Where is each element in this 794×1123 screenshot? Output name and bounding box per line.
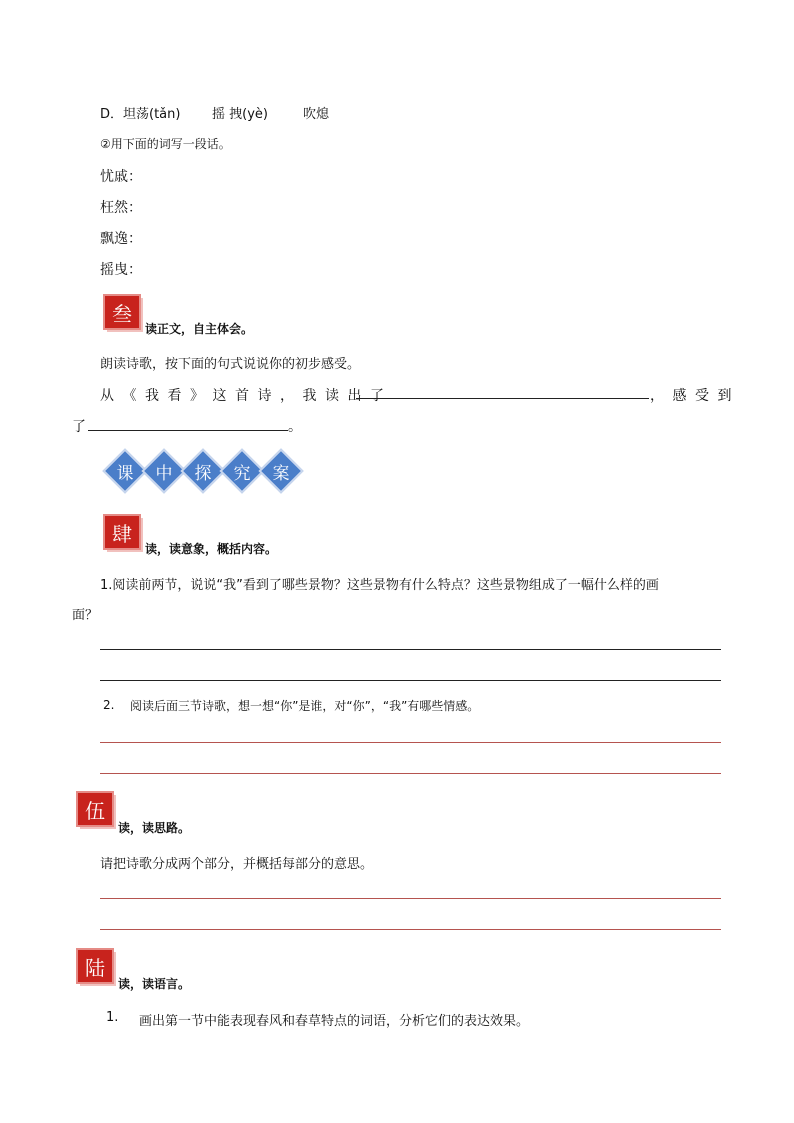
section5-seal: 伍 (78, 793, 112, 825)
question-1-line2: 面？ (72, 608, 99, 623)
question-1-line1: 1.阅读前两节，说说“我”看到了哪些景物？这些景物有什么特点？这些景物组成了一幅什么样的画 (100, 578, 659, 593)
section4-seal: 肆 (105, 516, 139, 548)
question-2-text: 阅读后面三节诗歌，想一想“你”是谁，对“你”，“我”有哪些情感。 (130, 699, 480, 713)
sentence-start: 从《我看》这首诗，我读出了 (100, 388, 393, 404)
section6-question-number: 1. (106, 1010, 119, 1025)
writing-instruction: ②用下面的词写一段话。 (100, 137, 231, 151)
option-d-label: D．坦荡(tǎn) (100, 107, 181, 122)
section3-seal: 叁 (105, 296, 139, 328)
answer-line[interactable] (100, 680, 721, 681)
blank-line-2[interactable] (88, 430, 288, 431)
section3-prompt: 朗读诗歌，按下面的句式说说你的初步感受。 (100, 357, 361, 372)
answer-line[interactable] (100, 773, 721, 774)
sentence-mid: ，感受到 (650, 388, 740, 404)
section6-seal: 陆 (78, 950, 112, 982)
banner-char: 探 (194, 463, 212, 484)
banner-char: 课 (116, 463, 134, 484)
answer-line[interactable] (100, 649, 721, 650)
word-item: 忧戚： (100, 169, 142, 185)
banner-char: 究 (233, 463, 251, 484)
question-2-number: 2. (103, 698, 115, 712)
answer-line[interactable] (100, 898, 721, 899)
section6-heading: 读，读语言。 (118, 977, 191, 991)
word-item: 枉然： (100, 200, 142, 216)
sentence-line2-start: 了 (72, 419, 86, 435)
banner-char: 中 (155, 463, 173, 484)
section3-heading: 读正文，自主体会。 (145, 322, 254, 336)
option-d-word2: 摇 拽(yè) (212, 107, 268, 122)
word-item: 飘逸： (100, 231, 142, 247)
sentence-end: 。 (288, 419, 302, 435)
section5-heading: 读，读思路。 (118, 821, 191, 835)
section4-heading: 读，读意象，概括内容。 (145, 542, 278, 556)
section6-question-text: 画出第一节中能表现春风和春草特点的词语，分析它们的表达效果。 (139, 1014, 530, 1029)
banner-char: 案 (272, 463, 290, 484)
answer-line[interactable] (100, 929, 721, 930)
blank-line-1[interactable] (356, 398, 649, 399)
word-item: 摇曳： (100, 262, 142, 278)
section5-prompt: 请把诗歌分成两个部分，并概括每部分的意思。 (100, 857, 374, 872)
option-d-word3: 吹熄 (303, 107, 330, 122)
answer-line[interactable] (100, 742, 721, 743)
